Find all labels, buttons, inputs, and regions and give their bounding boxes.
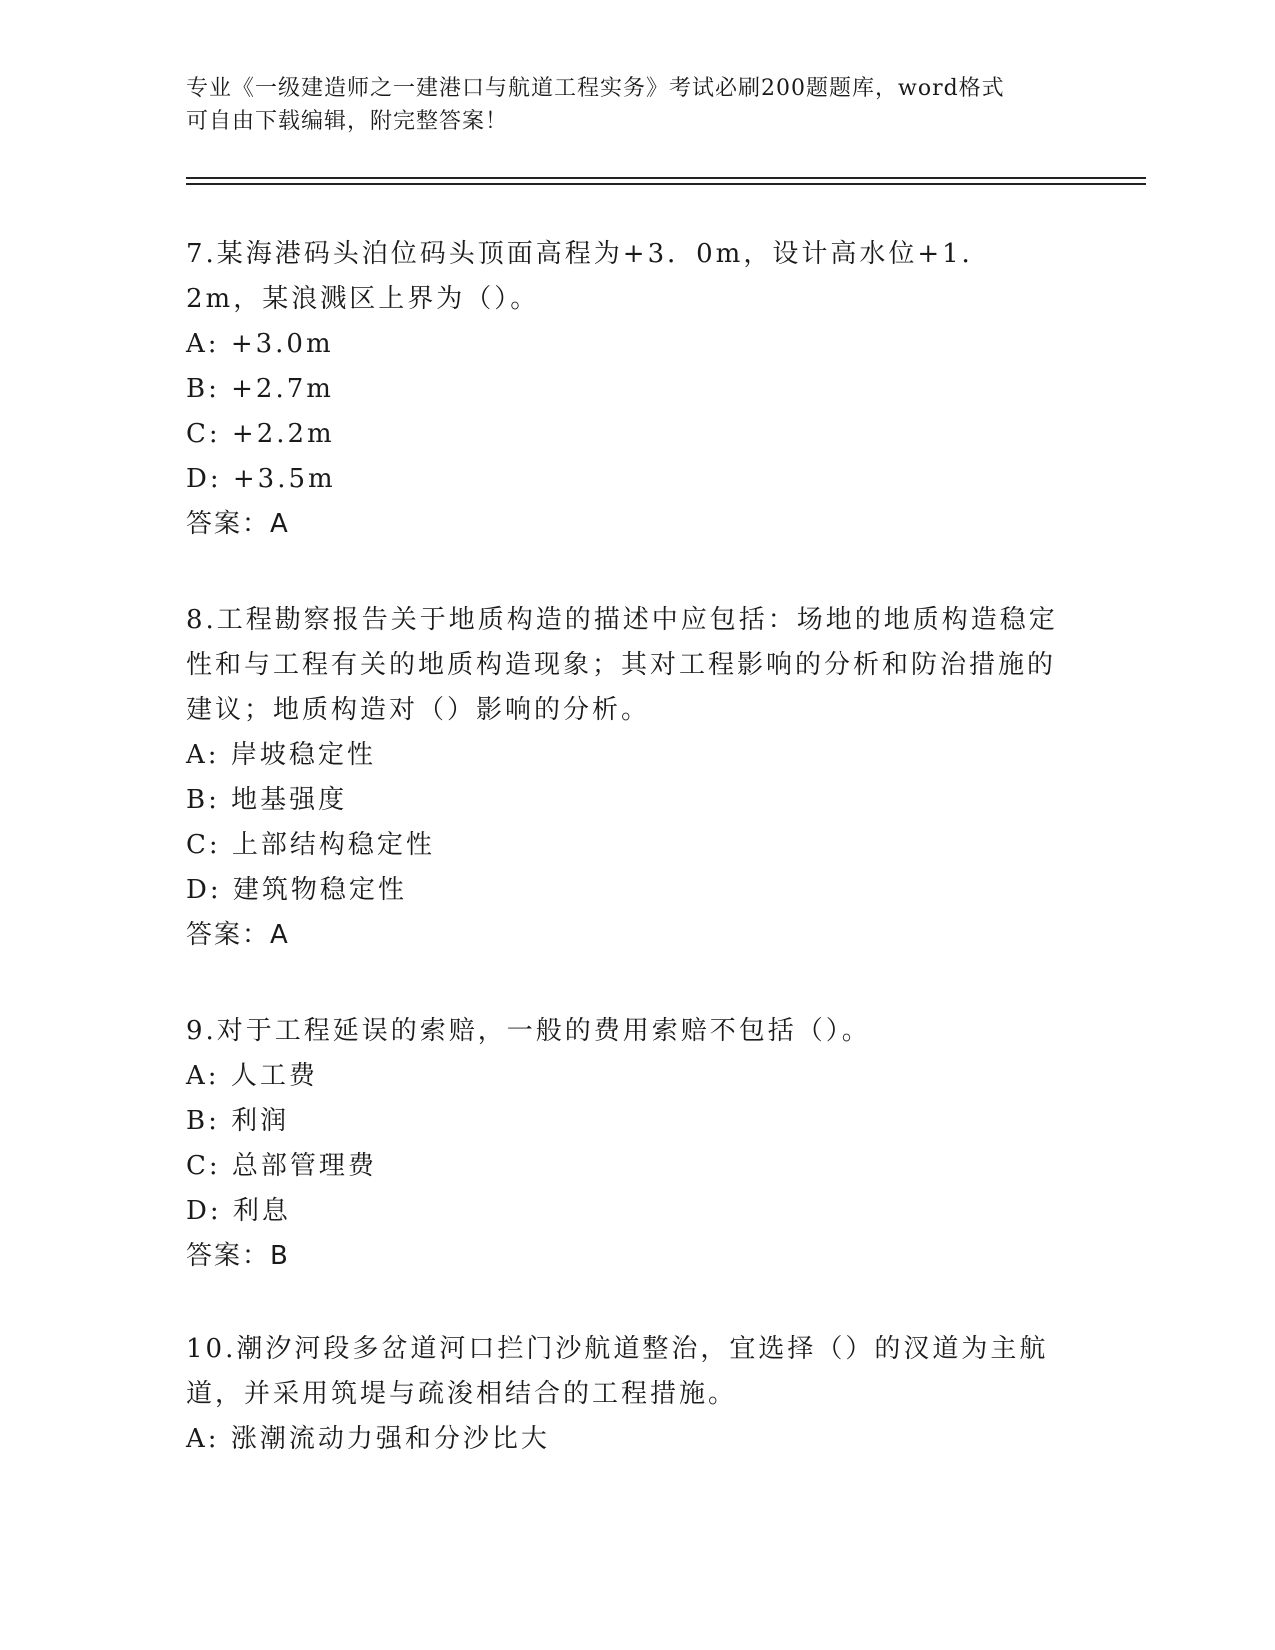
answer: 答案：A xyxy=(186,509,290,539)
option-d xyxy=(186,457,1066,502)
option-text: 利息 xyxy=(232,1196,291,1226)
option-a xyxy=(186,1417,1086,1462)
option-letter: C: xyxy=(186,1151,221,1181)
answer: 答案：A xyxy=(186,920,290,950)
option-letter: D: xyxy=(186,875,222,905)
option-text: +3.5m xyxy=(232,464,336,494)
option-letter: B: xyxy=(186,374,220,404)
option-letter: A: xyxy=(186,1424,220,1454)
question-8 xyxy=(186,598,1066,958)
header-divider-bottom xyxy=(186,183,1146,185)
option-letter: A: xyxy=(186,1061,220,1091)
option-letter: C: xyxy=(186,830,221,860)
option-c xyxy=(186,823,1066,868)
question-10 xyxy=(186,1327,1086,1462)
option-text: +2.2m xyxy=(231,419,335,449)
question-stem: 7.某海港码头泊位码头顶面高程为+3．0m，设计高水位+1．2m，某浪溅区上界为（）。 xyxy=(186,239,991,314)
option-text: +3.0m xyxy=(230,329,334,359)
document-header xyxy=(186,72,1086,138)
option-text: 上部结构稳定性 xyxy=(231,830,435,860)
option-letter: B: xyxy=(186,785,220,815)
option-d xyxy=(186,868,1066,913)
option-letter: C: xyxy=(186,419,221,449)
option-letter: A: xyxy=(186,740,220,770)
option-letter: A: xyxy=(186,329,220,359)
header-line-2: 可自由下载编辑，附完整答案！ xyxy=(186,109,509,134)
option-text: 人工费 xyxy=(230,1061,318,1091)
option-text: 涨潮流动力强和分沙比大 xyxy=(230,1424,550,1454)
option-letter: D: xyxy=(186,464,222,494)
option-d xyxy=(186,1189,1066,1234)
option-a xyxy=(186,733,1066,778)
question-stem: 8.工程勘察报告关于地质构造的描述中应包括：场地的地质构造稳定性和与工程有关的地质构造现象；其对工程影响的分析和防治措施的建议；地质构造对（）影响的分析。 xyxy=(186,605,1058,725)
header-divider-top xyxy=(186,177,1146,179)
option-text: 岸坡稳定性 xyxy=(230,740,376,770)
option-b xyxy=(186,367,1066,412)
question-9 xyxy=(186,1009,1066,1279)
question-stem: 10.潮汐河段多岔道河口拦门沙航道整治，宜选择（）的汊道为主航道，并采用筑堤与疏浚相结合的工程措施。 xyxy=(186,1334,1049,1409)
question-stem: 9.对于工程延误的索赔，一般的费用索赔不包括（）。 xyxy=(186,1016,871,1046)
header-line-1: 专业《一级建造师之一建港口与航道工程实务》考试必刷200题题库，word格式 xyxy=(186,76,1005,101)
option-text: 总部管理费 xyxy=(231,1151,377,1181)
answer: 答案：B xyxy=(186,1241,290,1271)
option-text: +2.7m xyxy=(231,374,334,404)
question-7 xyxy=(186,232,1066,547)
option-text: 利润 xyxy=(231,1106,290,1136)
option-a xyxy=(186,322,1066,367)
option-text: 建筑物稳定性 xyxy=(232,875,407,905)
option-text: 地基强度 xyxy=(231,785,348,815)
option-letter: B: xyxy=(186,1106,220,1136)
option-b xyxy=(186,1099,1066,1144)
option-letter: D: xyxy=(186,1196,222,1226)
option-c xyxy=(186,1144,1066,1189)
option-a xyxy=(186,1054,1066,1099)
option-b xyxy=(186,778,1066,823)
option-c xyxy=(186,412,1066,457)
